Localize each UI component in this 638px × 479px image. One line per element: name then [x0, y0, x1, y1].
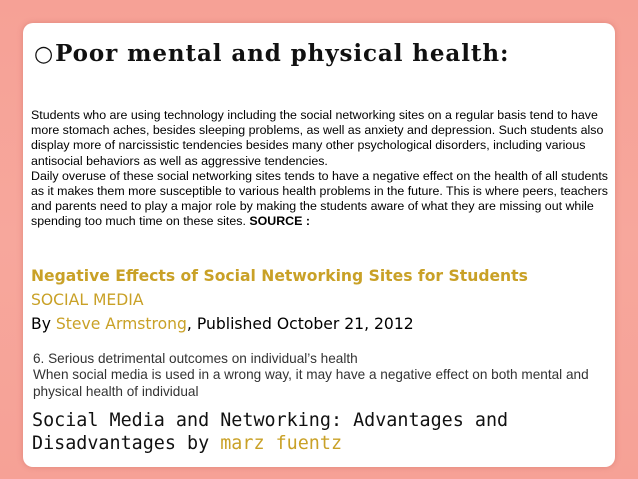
body-paragraph-2-text: Daily overuse of these social networking sites tends to have a negative effect on the health of all students as it makes them more susceptible to various health problems in the future. This is where peers, teachers and parents need to play a major role by making the students aware of what they are missing out while spending too much time on these sites. [31, 168, 608, 229]
byline [31, 312, 621, 336]
author-link[interactable]: Steve Armstrong [55, 315, 187, 333]
book-author-link[interactable]: marz fuentz [220, 433, 343, 454]
quote-block [33, 351, 618, 400]
slide-heading [34, 40, 509, 67]
body-text [31, 108, 613, 230]
heading-bullet: ○ [34, 42, 55, 67]
source-label: SOURCE : [249, 214, 310, 229]
body-paragraph-2 [31, 169, 613, 230]
article-title-link[interactable]: Negative Effects of Social Networking Sites for Students [31, 267, 528, 285]
heading-text: Poor mental and physical health: [55, 40, 510, 67]
book-title: Social Media and Networking: Advantages and Disadvantages by [32, 410, 509, 454]
byline-prefix: By [31, 315, 51, 333]
category-link[interactable]: SOCIAL MEDIA [31, 291, 144, 309]
published-date: , Published October 21, 2012 [186, 315, 414, 333]
book-reference [32, 409, 617, 455]
body-paragraph-1: Students who are using technology including the social networking sites on a regular basis tend to have more stomach aches, besides sleeping problems, as well as anxiety and depression. Such students also display more of narcissistic tendencies besides many other psychological disorders, including various antisocial behaviors as well as aggressive tendencies. [31, 108, 604, 168]
quote-line-1: 6. Serious detrimental outcomes on individual’s health [33, 351, 358, 366]
quote-line-2: When social media is used in a wrong way, it may have a negative effect on both mental and physical health of individual [33, 367, 589, 399]
citation [31, 264, 621, 336]
slide-card [23, 23, 615, 467]
